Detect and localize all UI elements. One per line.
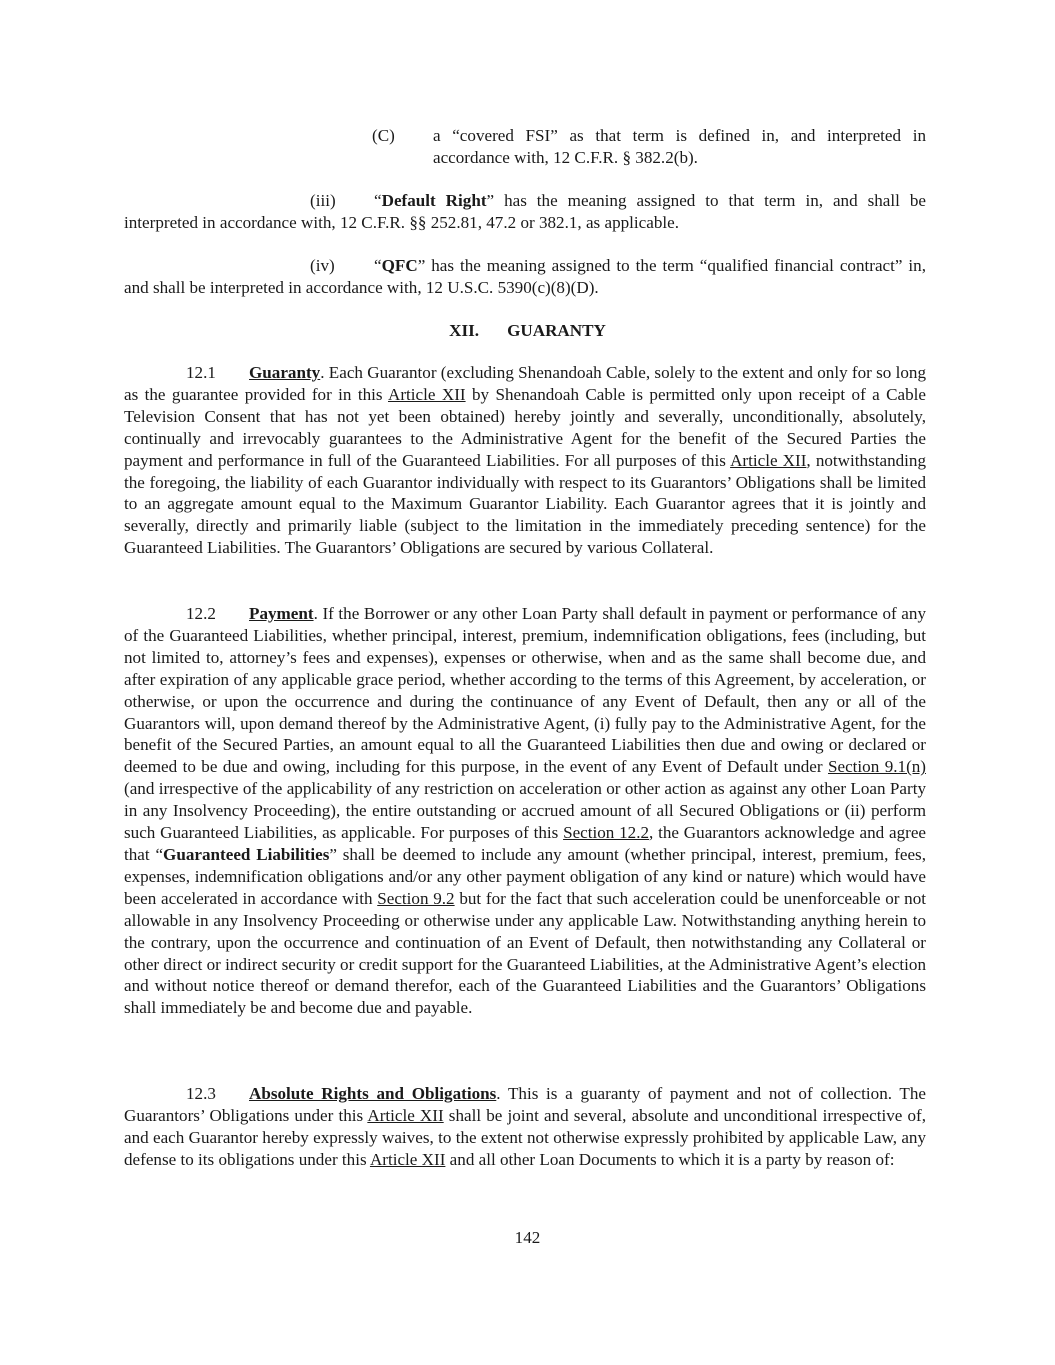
article-title: GUARANTY xyxy=(507,321,606,340)
section-number: 12.1 xyxy=(186,363,216,382)
defined-term: QFC xyxy=(381,256,418,275)
definition-number: (iv) xyxy=(310,256,335,275)
definition-qfc: (iv) “QFC” has the meaning assigned to the term “qualified financial contract” in, and shall be interpreted in accordance with, 12 U.S.C. 5390(c)(8)(D). xyxy=(124,256,926,297)
cross-reference: Article XII xyxy=(369,1149,446,1169)
cross-reference: Section 9.2 xyxy=(377,888,455,908)
section-title: Guaranty xyxy=(249,363,321,382)
definition-default-right: (iii) “Default Right” has the meaning assigned to that term in, and shall be interpreted in accordance with, 12 C.F.R. §§ 252.81, 47.2 or 382.1, as applicable. xyxy=(124,191,926,232)
section-12-2: 12.2 Payment. If the Borrower or any other Loan Party shall default in payment or performance of any of the Guaranteed Liabilities, whether principal, interest, premium, indemnification obligations, fees (including, but not limited to, attorney’s fees and expenses), expenses or otherwise, when and as the same shall become due, and after expiration of any applicable grace period, whether according to the terms of this Agreement, by acceleration, or otherwise, or upon the occurrence and during the continuance of any Event of Default, then any or all of the Guarantors will, upon demand thereof by the Administrative Agent, (i) fully pay to the Administrative Agent, for the benefit of the Secured Parties, an amount equal to all the Guaranteed Liabilities then due and owing or declared or deemed to be due and owing, including for this purpose, in the event of any Event of Default under Section 9.1(n) (and irrespective of the applicability of any restriction on acceleration or other action as against any other Loan Party in any Insolvency Proceeding), the entire outstanding or accrued amount of all Secured Obligations or (ii) perform such Guaranteed Liabilities, as applicable. For purposes of this Section 12.2, the Guarantors acknowledge and agree that “Guaranteed Liabilities” shall be deemed to include any amount (whether principal, interest, premium, fees, expenses, indemnification obligations and/or any other payment obligation of any kind or nature) which would have been accelerated in accordance with Section 9.2 but for the fact that such acceleration could be unenforceable or not allowable in any Insolvency Proceeding or otherwise under any applicable Law. Notwithstanding anything herein to the contrary, upon the occurrence and continuation of an Event of Default, then notwithstanding any Collateral or other direct or indirect security or credit support for the Guaranteed Liabilities, at the Administrative Agent’s election and without notice thereof or demand therefor, each of the Guaranteed Liabilities and the Guarantors’ Obligations shall immediately be and become due and payable. xyxy=(124,604,926,1018)
clause-number: (C) xyxy=(372,126,395,145)
page-number: 142 xyxy=(514,1228,541,1247)
clause-c xyxy=(372,125,926,169)
definition-number: (iii) xyxy=(310,191,336,210)
cross-reference: Section 12.2 xyxy=(563,823,650,843)
cross-reference: Section 9.1(n) xyxy=(828,757,926,777)
section-number: 12.3 xyxy=(186,1084,216,1103)
cross-reference: Article XII xyxy=(730,450,807,470)
cross-reference: Article XII xyxy=(367,1105,444,1125)
cross-reference: Article XII xyxy=(388,384,466,404)
defined-term: Default Right xyxy=(381,191,487,210)
section-title: Absolute Rights and Obligations xyxy=(249,1084,497,1103)
section-title: Payment xyxy=(249,604,314,623)
clause-text: a “covered FSI” as that term is defined in, and interpreted in accordance with, 12 C.F.R. § 382.2(b). xyxy=(433,126,926,167)
article-heading xyxy=(0,320,1055,342)
section-number: 12.2 xyxy=(186,604,216,623)
section-12-3: 12.3 Absolute Rights and Obligations. This is a guaranty of payment and not of collection. The Guarantors’ Obligations under this Article XII shall be joint and several, absolute and unconditional irrespective of, and each Guarantor hereby expressly waives, to the extent not otherwise expressly prohibited by applicable Law, any defense to its obligations under this Article XII and all other Loan Documents to which it is a party by reason of: xyxy=(124,1084,926,1169)
defined-term: Guaranteed Liabilities xyxy=(163,844,330,864)
section-12-1: 12.1 Guaranty. Each Guarantor (excluding Shenandoah Cable, solely to the extent and only for so long as the guarantee provided for in this Article XII by Shenandoah Cable is permitted only upon receipt of a Cable Television Consent that has not yet been obtained) hereby jointly and severally, unconditionally, absolutely, continually and irrevocably guarantees to the Administrative Agent for the benefit of the Secured Parties the payment and performance in full of the Guaranteed Liabilities. For all purposes of this Article XII, notwithstanding the foregoing, the liability of each Guarantor individually with respect to its Guarantors’ Obligations shall be limited to an aggregate amount equal to the Maximum Guarantor Liability. Each Guarantor agrees that it is jointly and severally, directly and primarily liable (subject to the limitation in the immediately preceding sentence) for the Guaranteed Liabilities. The Guarantors’ Obligations are secured by various Collateral. xyxy=(124,363,927,558)
article-number: XII. xyxy=(449,321,480,340)
